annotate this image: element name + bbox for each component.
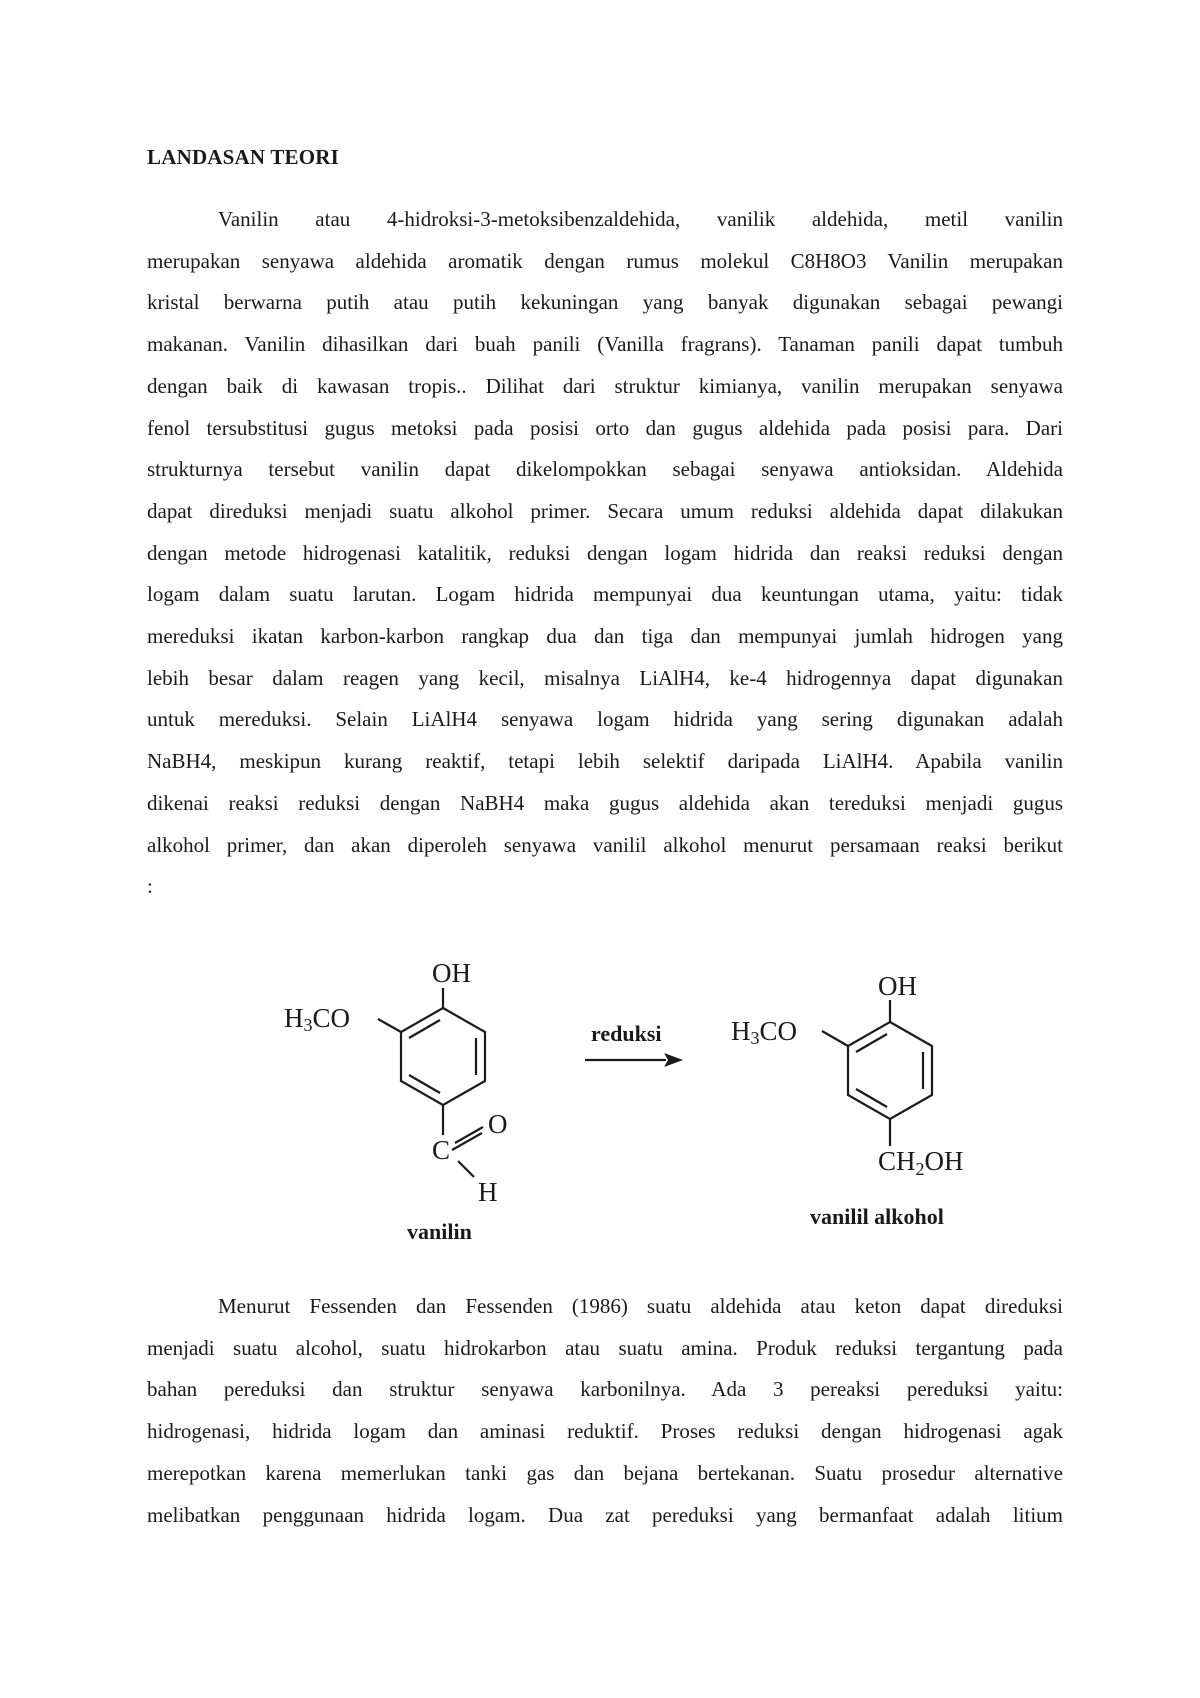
- paragraph-line: hidrogenasi, hidrida logam dan aminasi reduktif. Proses reduksi dengan hidrogenasi agak: [147, 1419, 1063, 1444]
- paragraph-line: dengan baik di kawasan tropis.. Dilihat dari struktur kimianya, vanilin merupakan senyawa: [147, 373, 1063, 398]
- paragraph-line: kristal berwarna putih atau putih kekuningan yang banyak digunakan sebagai pewangi: [147, 290, 1063, 315]
- paragraph-line: Menurut Fessenden dan Fessenden (1986) suatu aldehida atau keton dapat direduksi: [218, 1294, 1063, 1318]
- paragraph-line: Vanilin atau 4-hidroksi-3-metoksibenzaldehida, vanilik aldehida, metil vanilin: [218, 207, 1063, 231]
- paragraph-line: makanan. Vanilin dihasilkan dari buah panili (Vanilla fragrans). Tanaman panili dapat tumbuh: [147, 332, 1063, 357]
- paragraph-line: lebih besar dalam reagen yang kecil, misalnya LiAlH4, ke-4 hidrogennya dapat digunakan: [147, 665, 1063, 690]
- aldehyde-h-label: H: [478, 1177, 498, 1207]
- vanilil-alkohol-labels: [731, 971, 964, 1229]
- paragraph-line: menjadi suatu alcohol, suatu hidrokarbon atau suatu amina. Produk reduksi tergantung pada: [147, 1335, 1063, 1360]
- methoxy-bond: [378, 1019, 401, 1032]
- paragraph-line: NaBH4, meskipun kurang reaktif, tetapi lebih selektif daripada LiAlH4. Apabila vanilin: [147, 749, 1063, 774]
- methoxy-label: H3CO: [284, 1003, 351, 1035]
- benzene-ring: [401, 1008, 485, 1105]
- reaction-arrow: [585, 1021, 683, 1067]
- paragraph-line: mereduksi ikatan karbon-karbon rangkap dua dan tiga dan mempunyai jumlah hidrogen yang: [147, 624, 1063, 649]
- paragraph-line: melibatkan penggunaan hidrida logam. Dua zat pereduksi yang bermanfaat adalah litium: [147, 1502, 1063, 1527]
- vanilin-labels: [284, 958, 508, 1244]
- paragraph-line: dapat direduksi menjadi suatu alkohol primer. Secara umum reduksi aldehida dapat dilakukan: [147, 498, 1063, 523]
- section-heading: LANDASAN TEORI: [147, 145, 340, 169]
- arrow-head: [664, 1053, 683, 1067]
- paragraph-line: fenol tersubstitusi gugus metoksi pada posisi orto dan gugus aldehida pada posisi para. Dari: [147, 415, 1063, 440]
- aldehyde-h-bond: [458, 1161, 474, 1177]
- vanilin-name: vanilin: [407, 1219, 472, 1244]
- paragraph-line: untuk mereduksi. Selain LiAlH4 senyawa logam hidrida yang sering digunakan adalah: [147, 707, 1063, 732]
- arrow-label: reduksi: [591, 1021, 662, 1046]
- methoxy-bond: [822, 1031, 848, 1046]
- double-bond: [856, 1034, 887, 1052]
- paragraph-line: strukturnya tersebut vanilin dapat dikelompokkan sebagai senyawa antioksidan. Aldehida: [147, 457, 1063, 482]
- oh-label: OH: [878, 971, 917, 1001]
- paragraph-line: alkohol primer, dan akan diperoleh senyawa vanilil alkohol menurut persamaan reaksi berikut: [147, 832, 1063, 857]
- double-bond: [856, 1089, 887, 1107]
- paragraph-line: dengan metode hidrogenasi katalitik, reduksi dengan logam hidrida dan reaksi reduksi dengan: [147, 540, 1063, 565]
- paragraph-line: bahan pereduksi dan struktur senyawa karbonilnya. Ada 3 pereaksi pereduksi yaitu:: [147, 1377, 1063, 1402]
- vanilil-alkohol-name: vanilil alkohol: [810, 1204, 944, 1229]
- paragraph-line: logam dalam suatu larutan. Logam hidrida mempunyai dua keuntungan utama, yaitu: tidak: [147, 582, 1063, 607]
- paragraph-reduction: [147, 1286, 1063, 1536]
- vanilil-alkohol-structure: [822, 1000, 932, 1146]
- oh-label: OH: [432, 958, 471, 988]
- carbonyl-c-label: C: [432, 1135, 451, 1165]
- carbonyl-o-label: O: [488, 1109, 508, 1139]
- double-bond: [409, 1075, 440, 1093]
- paragraph-line: dikenai reaksi reduksi dengan NaBH4 maka gugus aldehida akan tereduksi menjadi gugus: [147, 790, 1063, 815]
- paragraph-line: merepotkan karena memerlukan tanki gas dan bejana bertekanan. Suatu prosedur alternative: [147, 1460, 1063, 1485]
- paragraph-line: merupakan senyawa aldehida aromatik dengan rumus molekul C8H8O3 Vanilin merupakan: [147, 248, 1063, 273]
- ch2oh-label: CH2OH: [878, 1146, 964, 1179]
- double-bond: [409, 1020, 440, 1038]
- benzene-ring: [848, 1022, 932, 1119]
- methoxy-label: H3CO: [731, 1016, 798, 1048]
- paragraph-line: :: [147, 874, 153, 899]
